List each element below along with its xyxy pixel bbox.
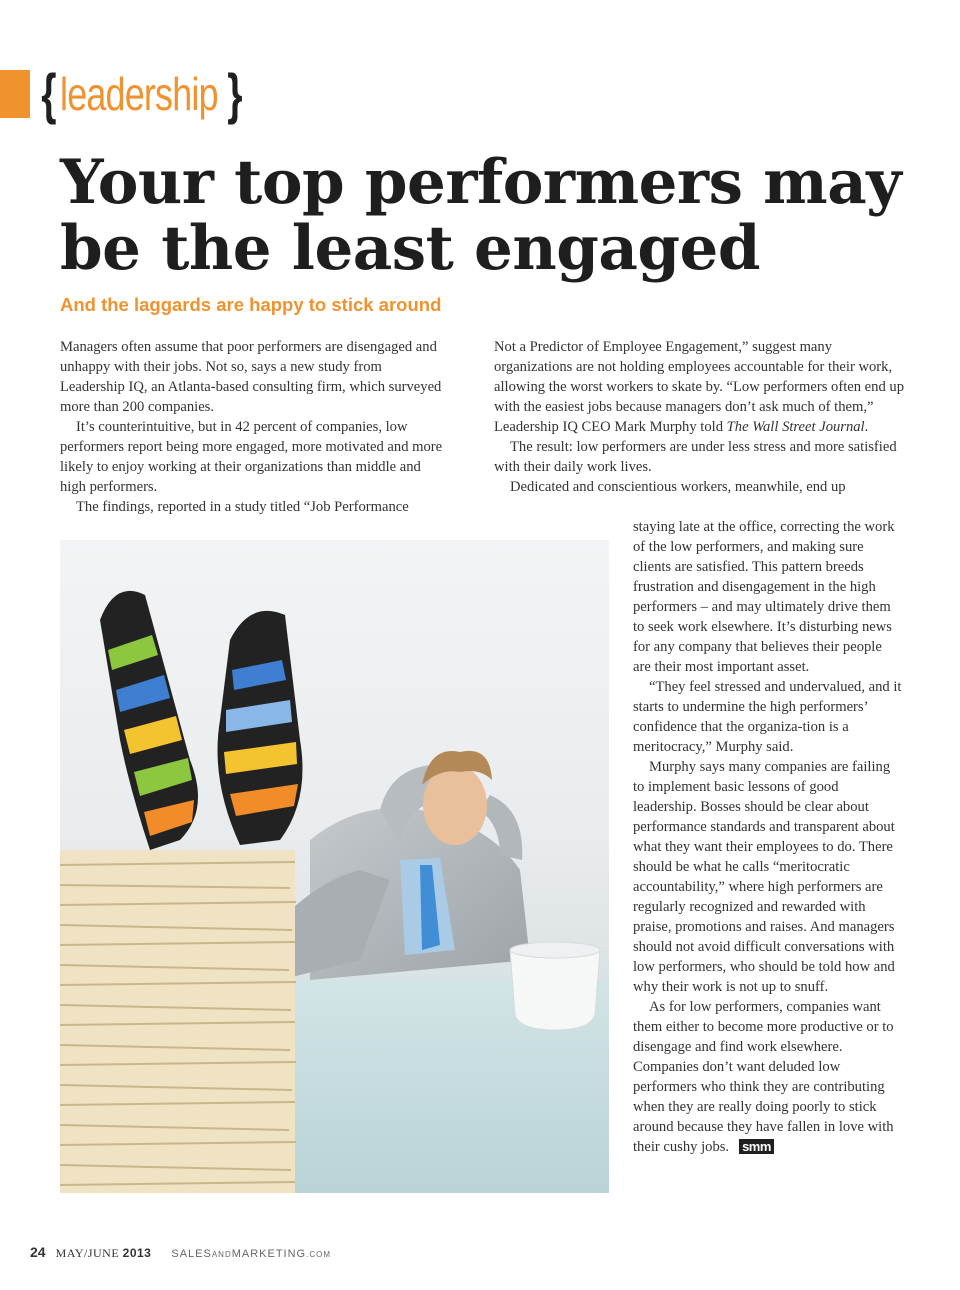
man-head: [423, 765, 487, 845]
paragraph: Murphy says many companies are failing to implement basic lessons of good leadership. Bosses should be clear about performance standards and transparent about what they want their employees to do. There should be what he calls “meritocratic accountability,” where high performers are regularly recognized and rewarded with praise, promotions and raises. And managers should not avoid difficult conversations with low performers, who should be told how and why their work is not up to snuff.: [633, 759, 895, 995]
right-column-top: [494, 337, 904, 497]
paragraph-text: As for low performers, companies want them either to become more productive or to disengage and find work elsewhere. Companies don’t want deluded low performers who think they are contributing when they are really doing poorly to stick around because they have fallen in love with their cushy jobs.: [633, 999, 894, 1155]
paragraph: Dedicated and conscientious workers, meanwhile, end up: [510, 479, 846, 495]
photo-illustration: [60, 540, 609, 1193]
end-mark-logo: smm: [739, 1139, 774, 1154]
paragraph: Managers often assume that poor performers are disengaged and unhappy with their jobs. Not so, says a new study from Leadership IQ, an Atlanta-based consulting firm, which surveyed more than 200 companies.: [60, 339, 442, 415]
close-brace: }: [227, 62, 243, 125]
paragraph: [494, 337, 904, 437]
issue-date: [56, 1246, 152, 1261]
paragraph: “They feel stressed and undervalued, and it starts to undermine the high performers’ confidence that the organiza-tion is a meritocracy,” Murphy said.: [633, 679, 902, 755]
page-footer: [30, 1244, 331, 1261]
paragraph: The result: low performers are under less stress and more satisfied with their daily work lives.: [494, 439, 897, 475]
section-label: [38, 64, 246, 124]
paragraph: The findings, reported in a study titled “Job Performance: [76, 499, 409, 515]
paragraph: It’s counterintuitive, but in 42 percent of companies, low performers report being more engaged, more motivated and more likely to enjoy working at their organizations than middle and high performers.: [60, 419, 443, 495]
section-name: leadership: [59, 68, 218, 120]
page-number: 24: [30, 1244, 46, 1260]
paper-stack: [60, 850, 296, 1193]
paragraph: [633, 997, 903, 1157]
website-url: [171, 1248, 331, 1260]
left-column: [60, 337, 445, 517]
article-subhead: And the laggards are happy to stick around: [60, 294, 442, 315]
paragraph: staying late at the office, correcting the work of the low performers, and making sure clients are satisfied. This pattern breeds frustration and disengagement in the high performers – and may ultimately drive them to seek work elsewhere. It’s disturbing news for any company that believes their people are their most important asset.: [633, 519, 895, 675]
coffee-cup: [510, 950, 600, 1030]
open-brace: {: [41, 62, 57, 125]
issue-month: MAY/JUNE: [55, 1246, 120, 1260]
article-headline: Your top performers may be the least engaged: [60, 147, 902, 284]
article-photo: [60, 540, 609, 1193]
site-sales: SALES: [171, 1248, 212, 1260]
site-tld: .COM: [306, 1250, 332, 1259]
paragraph-text: Not a Predictor of Employee Engagement,” suggest many organizations are not holding employees accountable for their work, allowing the worst workers to skate by. “Low performers often end up with the easiest jobs because managers don’t ask much of them,” Leadership IQ CEO Mark Murphy told: [494, 339, 904, 435]
paragraph-end: .: [864, 419, 869, 435]
section-color-tab: [0, 70, 30, 118]
publication-name: The Wall Street Journal: [726, 419, 865, 435]
striped-sock-right: [218, 611, 303, 845]
coffee-cup-rim: [510, 942, 600, 958]
issue-year: 2013: [122, 1246, 152, 1260]
striped-sock-left: [100, 591, 198, 850]
right-column-wrap: [633, 517, 903, 1157]
site-marketing: MARKETING: [231, 1248, 307, 1260]
site-and: AND: [211, 1250, 232, 1259]
